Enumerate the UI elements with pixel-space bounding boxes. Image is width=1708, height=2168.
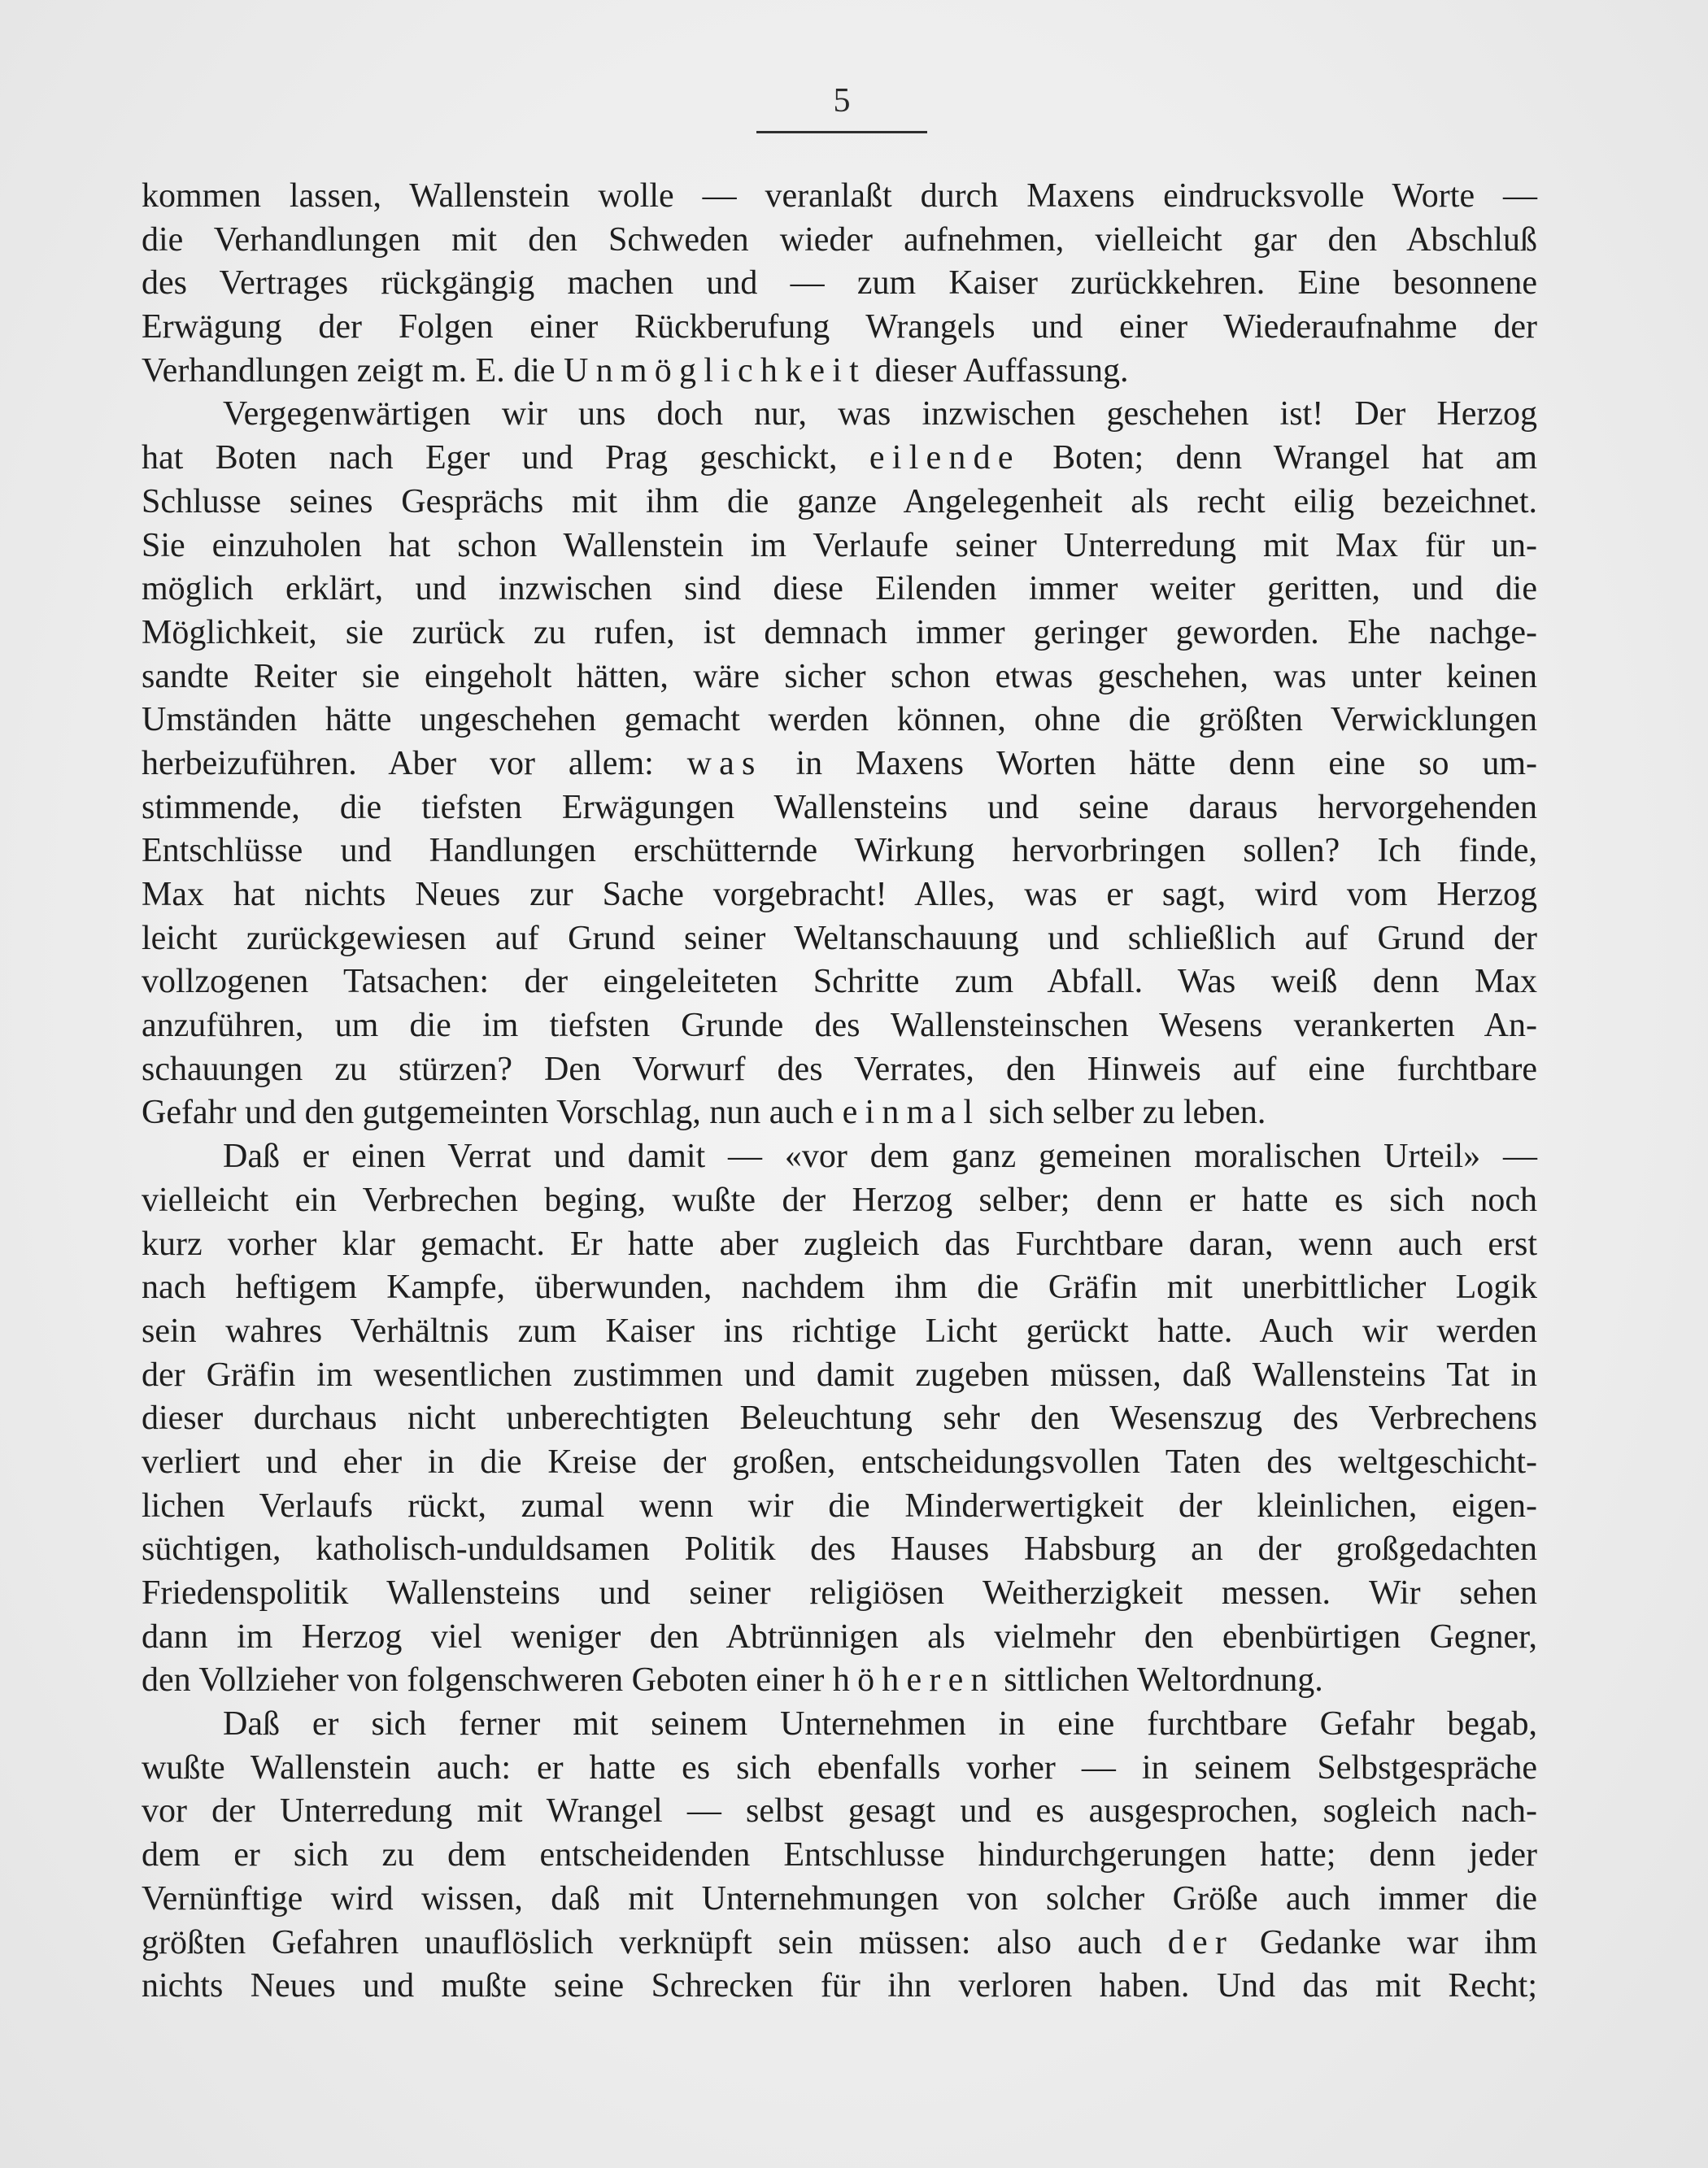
text-segment: Gefahr und den gutgemeinten Vorschlag, nun auch <box>142 1094 843 1132</box>
text-line: sandte Reiter sie eingeholt hätten, wäre sicher schon etwas geschehen, was unter keinen <box>142 657 1537 695</box>
text-line: nichts Neues und mußte seine Schrecken für ihn verloren haben. Und das mit Recht; <box>142 1967 1537 2005</box>
text-line: nach heftigem Kampfe, überwunden, nachdem ihm die Gräfin mit unerbittlicher Logik <box>142 1269 1537 1307</box>
text-line: vor der Unterredung mit Wrangel — selbst gesagt und es ausgesprochen, sogleich nach- <box>142 1792 1537 1831</box>
text-line <box>142 1659 1537 1703</box>
emphasized-text: einmal <box>842 1094 981 1132</box>
text-line: Umständen hätte ungeschehen gemacht werden können, ohne die größten Verwicklungen <box>142 701 1537 739</box>
text-line: wußte Wallenstein auch: er hatte es sich ebenfalls vorher — in seinem Selbstgespräche <box>142 1748 1537 1787</box>
paragraph-3 <box>142 1135 1537 1703</box>
text-segment: den Vollzieher von folgenschweren Geboten einer <box>142 1661 833 1700</box>
page-number-rule <box>756 131 927 133</box>
text-line: leicht zurückgewiesen auf Grund seiner Weltanschauung und schließlich auf Grund der <box>142 919 1537 957</box>
text-line: lichen Verlaufs rückt, zumal wenn wir die Minderwertigkeit der kleinlichen, eigen- <box>142 1487 1537 1525</box>
text-line: anzuführen, um die im tiefsten Grunde des Wallensteinschen Wesens verankerten An- <box>142 1007 1537 1045</box>
text-line: vollzogenen Tatsachen: der eingeleiteten Schritte zum Abfall. Was weiß denn Max <box>142 963 1537 1001</box>
emphasized-text: eilende <box>869 439 1021 477</box>
text-line: Möglichkeit, sie zurück zu rufen, ist demnach immer geringer geworden. Ehe nachge- <box>142 613 1537 651</box>
text-line: sein wahres Verhältnis zum Kaiser ins richtige Licht gerückt hatte. Auch wir werden <box>142 1312 1537 1350</box>
text-segment: sich selber zu leben. <box>980 1094 1266 1132</box>
paragraph-4 <box>142 1703 1537 2009</box>
emphasized-text: höheren <box>832 1661 996 1700</box>
body-text <box>142 175 1537 2009</box>
text-line: möglich erklärt, und inzwischen sind diese Eilenden immer weiter geritten, und die <box>142 570 1537 608</box>
text-line: Sie einzuholen hat schon Wallenstein im Verlaufe seiner Unterredung mit Max für un- <box>142 526 1537 564</box>
text-segment: herbeizuführen. Aber vor allem: <box>142 744 687 782</box>
text-line <box>142 1922 1537 1966</box>
text-line: Friedenspolitik Wallensteins und seiner religiösen Weitherzigkeit messen. Wir sehen <box>142 1574 1537 1612</box>
emphasized-text: der <box>1167 1923 1235 1961</box>
page-number: 5 <box>833 82 851 120</box>
text-line: Erwägung der Folgen einer Rückberufung Wrangels und einer Wiederaufnahme der <box>142 308 1537 346</box>
emphasized-text: was <box>686 744 763 782</box>
text-line: Daß er sich ferner mit seinem Unternehmen in eine furchtbare Gefahr begab, <box>223 1705 1537 1744</box>
paragraph-2 <box>142 393 1537 1135</box>
emphasized-text: Unmöglichkeit <box>564 351 867 390</box>
text-line: vielleicht ein Verbrechen beging, wußte der Herzog selber; denn er hatte es sich noch <box>142 1181 1537 1219</box>
text-segment: Boten; denn Wrangel hat am <box>1020 439 1538 477</box>
text-line: dann im Herzog viel weniger den Abtrünnigen als vielmehr den ebenbürtigen Gegner, <box>142 1617 1537 1656</box>
text-segment: dieser Auffassung. <box>866 351 1129 390</box>
text-line: schauungen zu stürzen? Den Vorwurf des Verrates, den Hinweis auf eine furchtbare <box>142 1050 1537 1088</box>
text-line: dem er sich zu dem entscheidenden Entschlusse hindurchgerungen hatte; denn jeder <box>142 1836 1537 1874</box>
text-segment: hat Boten nach Eger und Prag geschickt, <box>142 439 869 477</box>
text-segment: größten Gefahren unauflöslich verknüpft sein müssen: also auch <box>142 1923 1168 1961</box>
text-line: Max hat nichts Neues zur Sache vorgebracht! Alles, was er sagt, wird vom Herzog <box>142 876 1537 913</box>
text-line: Vernünftige wird wissen, daß mit Unternehmungen von solcher Größe auch immer die <box>142 1879 1537 1918</box>
text-segment: in Maxens Worten hätte denn eine so um- <box>762 744 1537 782</box>
text-line: verliert und eher in die Kreise der großen, entscheidungsvollen Taten des weltgeschicht- <box>142 1443 1537 1481</box>
text-line: Entschlüsse und Handlungen erschütternde Wirkung hervorbringen sollen? Ich finde, <box>142 832 1537 870</box>
text-line: dieser durchaus nicht unberechtigten Beleuchtung sehr den Wesenszug des Verbrechens <box>142 1400 1537 1438</box>
text-line: des Vertrages rückgängig machen und — zum Kaiser zurückkehren. Eine besonnene <box>142 264 1537 303</box>
text-line <box>142 437 1537 481</box>
text-line <box>142 350 1537 394</box>
text-segment: Gedanke war ihm <box>1234 1923 1537 1961</box>
paragraph-1 <box>142 175 1537 393</box>
text-line: die Verhandlungen mit den Schweden wieder aufnehmen, vielleicht gar den Abschluß <box>142 220 1537 259</box>
text-line <box>142 742 1537 786</box>
text-segment: Verhandlungen zeigt m. E. die <box>142 351 564 390</box>
text-line: Vergegenwärtigen wir uns doch nur, was inzwischen geschehen ist! Der Herzog <box>223 395 1537 433</box>
text-segment: sittlichen Weltordnung. <box>995 1661 1323 1700</box>
text-line <box>142 1091 1537 1135</box>
text-line: stimmende, die tiefsten Erwägungen Wallensteins und seine daraus hervorgehenden <box>142 788 1537 826</box>
text-line: Daß er einen Verrat und damit — «vor dem ganz gemeinen moralischen Urteil» — <box>223 1138 1537 1176</box>
text-line: der Gräfin im wesentlichen zustimmen und damit zugeben müssen, daß Wallensteins Tat in <box>142 1356 1537 1394</box>
text-line: kommen lassen, Wallenstein wolle — veranlaßt durch Maxens eindrucksvolle Worte — <box>142 177 1537 215</box>
text-line: Schlusse seines Gesprächs mit ihm die ganze Angelegenheit als recht eilig bezeichnet. <box>142 482 1537 520</box>
text-line: süchtigen, katholisch-unduldsamen Politik des Hauses Habsburg an der großgedachten <box>142 1530 1537 1569</box>
text-line: kurz vorher klar gemacht. Er hatte aber zugleich das Furchtbare daran, wenn auch erst <box>142 1225 1537 1263</box>
